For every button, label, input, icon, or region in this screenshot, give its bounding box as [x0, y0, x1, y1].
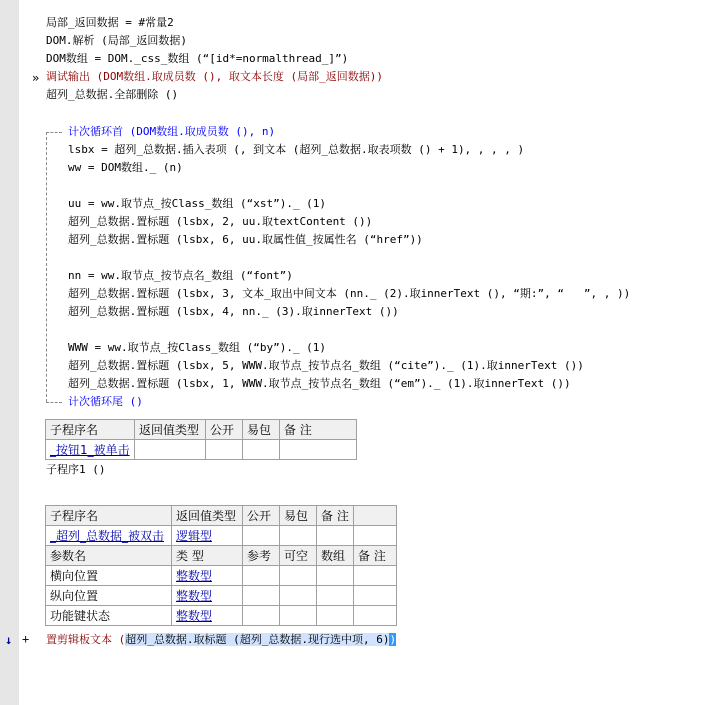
note-cell-extra[interactable]	[354, 526, 397, 546]
code-line-loop-start[interactable]: 计次循环首 (DOM数组.取成员数 (), n)	[68, 125, 276, 138]
param-array-cell[interactable]	[317, 586, 354, 606]
easypkg-cell[interactable]	[280, 526, 317, 546]
subroutine-name-cell[interactable]: _超列_总数据_被双击	[46, 526, 172, 546]
loop-bracket-bottom	[46, 402, 62, 404]
param-header-array: 数组	[317, 546, 354, 566]
selected-expression[interactable]: 超列_总数据.取标题 (超列_总数据.现行选中项, 6)	[125, 633, 390, 646]
table2-header-public: 公开	[243, 506, 280, 526]
param-nullable-cell[interactable]	[280, 566, 317, 586]
param-note-cell[interactable]	[354, 566, 397, 586]
code-line-9[interactable]: uu = ww.取节点_按Class_数组 (“xst”)._ (1)	[68, 197, 327, 210]
subroutine-table-2	[45, 505, 397, 626]
param-array-cell[interactable]	[317, 606, 354, 626]
table1-header-easypkg: 易包	[243, 420, 280, 440]
note-cell[interactable]	[317, 526, 354, 546]
param-array-cell[interactable]	[317, 566, 354, 586]
param-header-type: 类 型	[172, 546, 243, 566]
down-arrow-icon: ↓	[5, 633, 13, 647]
code-line-loop-end[interactable]: 计次循环尾 ()	[68, 395, 143, 408]
table2-header-return: 返回值类型	[172, 506, 243, 526]
table2-header-filler	[354, 506, 397, 526]
public-cell[interactable]	[206, 440, 243, 460]
selected-paren: )	[389, 633, 397, 646]
debug-arrow-icon: »	[32, 71, 40, 85]
public-cell[interactable]	[243, 526, 280, 546]
code-line-1[interactable]: 局部_返回数据 = #常量2	[46, 16, 174, 29]
param-note-cell[interactable]	[354, 606, 397, 626]
param-ref-cell[interactable]	[243, 566, 280, 586]
param-name-cell[interactable]: 纵向位置	[46, 586, 172, 606]
param-nullable-cell[interactable]	[280, 586, 317, 606]
param-type-cell[interactable]: 整数型	[172, 566, 243, 586]
call-name: 置剪辑板文本 (	[46, 633, 126, 646]
param-name-cell[interactable]: 功能键状态	[46, 606, 172, 626]
code-line-11[interactable]: 超列_总数据.置标题 (lsbx, 6, uu.取属性值_按属性名 (“href”))	[68, 233, 423, 246]
param-type-cell[interactable]: 整数型	[172, 606, 243, 626]
code-line-last[interactable]	[46, 631, 396, 649]
param-note-cell[interactable]	[354, 586, 397, 606]
param-ref-cell[interactable]	[243, 606, 280, 626]
table1-header-public: 公开	[206, 420, 243, 440]
loop-bracket-line	[46, 132, 47, 402]
code-line-13[interactable]: 超列_总数据.置标题 (lsbx, 3, 文本_取出中间文本 (nn._ (2).取innerText (), “期:”, “ ”, , ))	[68, 287, 631, 300]
code-line-2[interactable]: DOM.解析 (局部_返回数据)	[46, 34, 187, 47]
code-line-8[interactable]: ww = DOM数组._ (n)	[68, 161, 183, 174]
param-header-ref: 参考	[243, 546, 280, 566]
return-type-cell[interactable]	[135, 440, 206, 460]
loop-bracket-top	[46, 132, 62, 134]
param-type-cell[interactable]: 整数型	[172, 586, 243, 606]
code-line-17[interactable]: 超列_总数据.置标题 (lsbx, 1, WWW.取节点_按节点名_数组 (“em”)._ (1).取innerText ())	[68, 377, 571, 390]
param-header-note: 备 注	[354, 546, 397, 566]
code-line-5[interactable]: 超列_总数据.全部删除 ()	[46, 88, 179, 101]
table1-header-name: 子程序名	[46, 420, 135, 440]
subroutine-table-1	[45, 419, 357, 460]
table2-header-easypkg: 易包	[280, 506, 317, 526]
param-nullable-cell[interactable]	[280, 606, 317, 626]
param-header-nullable: 可空	[280, 546, 317, 566]
plus-icon: +	[22, 632, 30, 646]
easypkg-cell[interactable]	[243, 440, 280, 460]
param-header-name: 参数名	[46, 546, 172, 566]
code-line-7[interactable]: lsbx = 超列_总数据.插入表项 (, 到文本 (超列_总数据.取表项数 () + 1), , , , )	[68, 143, 525, 156]
subroutine-name-cell[interactable]: _按钮1_被单击	[46, 440, 135, 460]
code-line-4[interactable]: 调试输出 (DOM数组.取成员数 (), 取文本长度 (局部_返回数据))	[46, 70, 383, 83]
table2-header-note: 备 注	[317, 506, 354, 526]
code-line-10[interactable]: 超列_总数据.置标题 (lsbx, 2, uu.取textContent ())	[68, 215, 373, 228]
table1-header-note: 备 注	[280, 420, 357, 440]
code-line-12[interactable]: nn = ww.取节点_按节点名_数组 (“font”)	[68, 269, 293, 282]
editor-gutter	[0, 0, 19, 705]
code-line-15[interactable]: WWW = ww.取节点_按Class_数组 (“by”)._ (1)	[68, 341, 327, 354]
code-line-16[interactable]: 超列_总数据.置标题 (lsbx, 5, WWW.取节点_按节点名_数组 (“cite”)._ (1).取innerText ())	[68, 359, 584, 372]
param-name-cell[interactable]: 横向位置	[46, 566, 172, 586]
table2-header-name: 子程序名	[46, 506, 172, 526]
code-line-subcall[interactable]: 子程序1 ()	[46, 463, 106, 476]
param-ref-cell[interactable]	[243, 586, 280, 606]
table1-header-return: 返回值类型	[135, 420, 206, 440]
note-cell[interactable]	[280, 440, 357, 460]
code-line-3[interactable]: DOM数组 = DOM._css_数组 (“[id*=normalthread_]”)	[46, 52, 349, 65]
code-line-14[interactable]: 超列_总数据.置标题 (lsbx, 4, nn._ (3).取innerText ())	[68, 305, 399, 318]
return-type-cell[interactable]: 逻辑型	[172, 526, 243, 546]
